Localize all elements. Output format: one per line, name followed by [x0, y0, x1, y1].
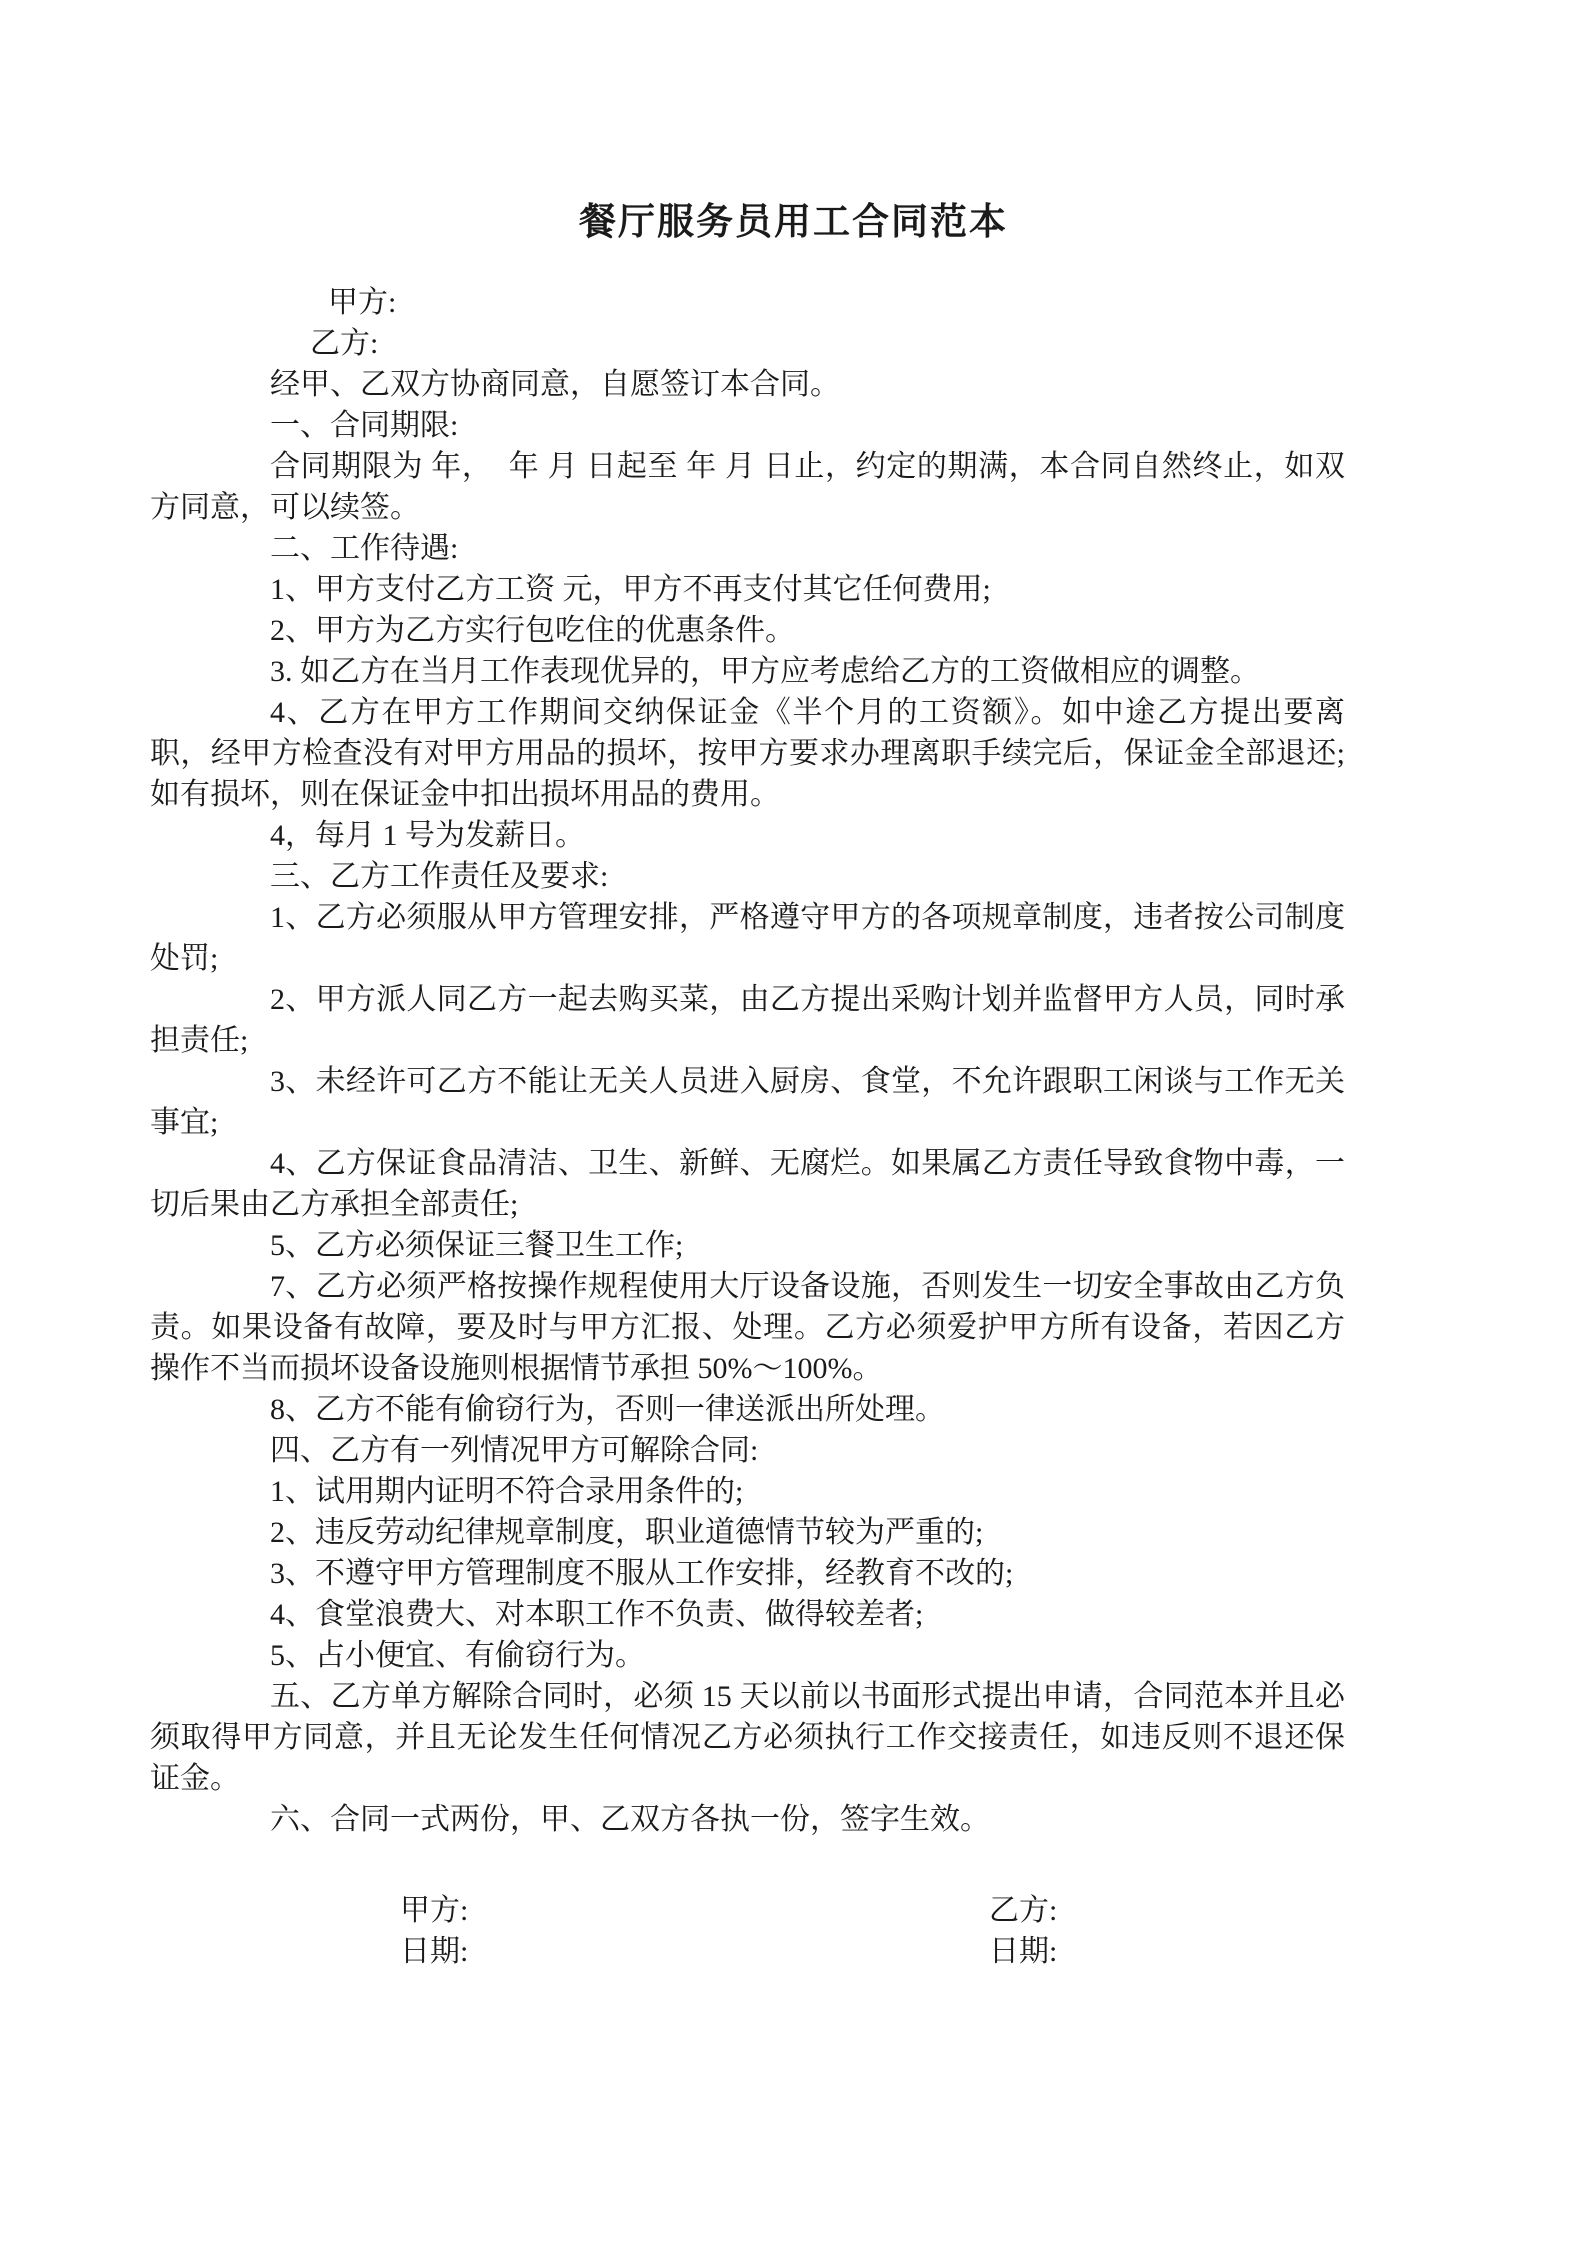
- document-title: 餐厅服务员用工合同范本: [579, 202, 1008, 243]
- paragraph: 一、合同期限:: [270, 409, 459, 442]
- paragraph: 4、乙方保证食品清洁、卫生、新鲜、无腐烂。如果属乙方责任导致食物中毒，一切后果由乙方承担全部责任;: [150, 1147, 1345, 1221]
- paragraph: 甲方:: [328, 286, 397, 319]
- paragraph: 5、乙方必须保证三餐卫生工作;: [270, 1229, 684, 1262]
- paragraph: 4、食堂浪费大、对本职工作不负责、做得较差者;: [270, 1598, 924, 1631]
- paragraph: 3、不遵守甲方管理制度不服从工作安排，经教育不改的;: [270, 1557, 1014, 1590]
- paragraph: 合同期限为 年， 年 月 日起至 年 月 日止，约定的期满，本合同自然终止，如双方同意，可以续签。: [150, 450, 1345, 524]
- signature-row-dates: [150, 1931, 1345, 1972]
- signature-row-parties: [150, 1890, 1345, 1931]
- party-a-signature-label: 甲方:: [400, 1894, 469, 1927]
- paragraph: 三、乙方工作责任及要求:: [270, 860, 609, 893]
- party-b-signature-label: 乙方:: [989, 1894, 1058, 1927]
- signature-block: [150, 1890, 1345, 1972]
- paragraph: 乙方:: [310, 327, 379, 360]
- paragraph: 4、乙方在甲方工作期间交纳保证金《半个月的工资额》。如中途乙方提出要离职，经甲方检查没有对甲方用品的损坏，按甲方要求办理离职手续完后，保证金全部退还;如有损坏，则在保证金中扣出损坏用品的费用。: [150, 696, 1345, 811]
- paragraph: 经甲、乙双方协商同意，自愿签订本合同。: [270, 368, 840, 401]
- paragraph: 二、工作待遇:: [270, 532, 459, 565]
- contract-body: [150, 282, 1345, 1840]
- party-a-date-label: 日期:: [400, 1935, 469, 1968]
- paragraph: 2、甲方派人同乙方一起去购买菜，由乙方提出采购计划并监督甲方人员，同时承担责任;: [150, 983, 1345, 1057]
- paragraph: 3. 如乙方在当月工作表现优异的，甲方应考虑给乙方的工资做相应的调整。: [270, 655, 1260, 688]
- paragraph: 2、甲方为乙方实行包吃住的优惠条件。: [270, 614, 795, 647]
- party-b-date-label: 日期:: [989, 1935, 1058, 1968]
- paragraph: 8、乙方不能有偷窃行为，否则一律送派出所处理。: [270, 1393, 945, 1426]
- paragraph: 1、乙方必须服从甲方管理安排，严格遵守甲方的各项规章制度，违者按公司制度处罚;: [150, 901, 1345, 975]
- paragraph: 六、合同一式两份，甲、乙双方各执一份，签字生效。: [270, 1803, 990, 1836]
- paragraph: 3、未经许可乙方不能让无关人员进入厨房、食堂，不允许跟职工闲谈与工作无关事宜;: [150, 1065, 1345, 1139]
- paragraph: 2、违反劳动纪律规章制度，职业道德情节较为严重的;: [270, 1516, 984, 1549]
- paragraph: 四、乙方有一列情况甲方可解除合同:: [270, 1434, 759, 1467]
- paragraph: 5、占小便宜、有偷窃行为。: [270, 1639, 645, 1672]
- paragraph: 1、甲方支付乙方工资 元，甲方不再支付其它任何费用;: [270, 573, 991, 606]
- paragraph: 4，每月 1 号为发薪日。: [270, 819, 585, 852]
- paragraph: 1、试用期内证明不符合录用条件的;: [270, 1475, 744, 1508]
- paragraph: 五、乙方单方解除合同时，必须 15 天以前以书面形式提出申请，合同范本并且必须取得甲方同意，并且无论发生任何情况乙方必须执行工作交接责任，如违反则不退还保证金。: [150, 1680, 1345, 1795]
- paragraph: 7、乙方必须严格按操作规程使用大厅设备设施，否则发生一切安全事故由乙方负责。如果设备有故障，要及时与甲方汇报、处理。乙方必须爱护甲方所有设备，若因乙方操作不当而损坏设备设施则根据情节承担 50%～100%。: [150, 1270, 1345, 1385]
